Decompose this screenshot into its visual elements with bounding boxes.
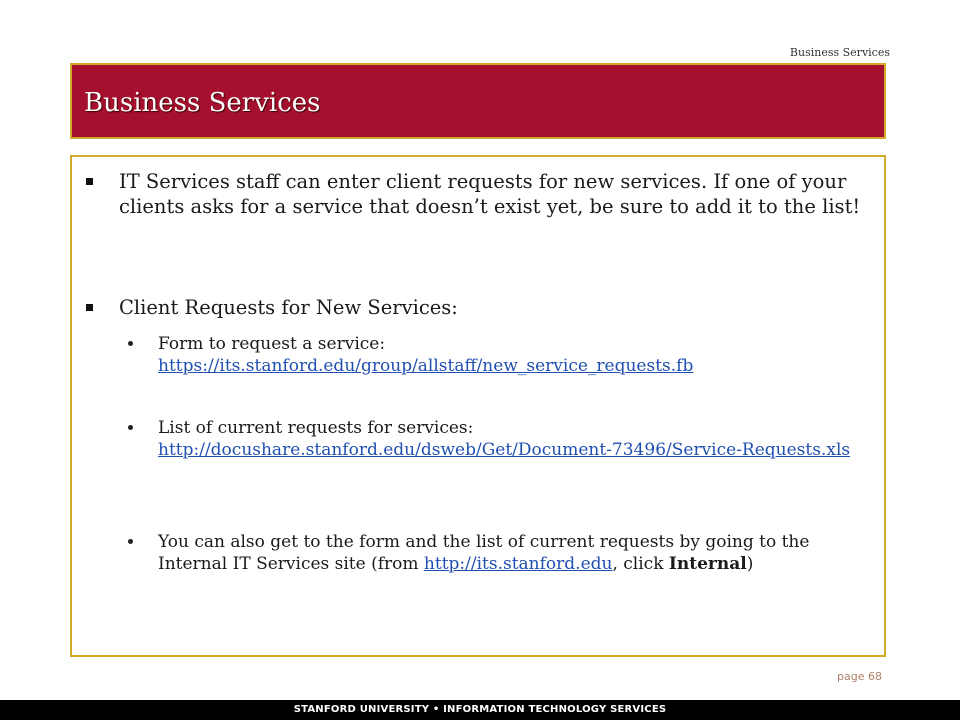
bullet-text: IT Services staff can enter client requests for new services. If one of your clients asks for a service that doesn’t exist yet, be sure to add it to the list!: [119, 170, 861, 218]
square-bullet-icon: [86, 178, 93, 185]
sub-bullet-content: [128, 333, 874, 377]
sub-bullet-text: You can also get to the form and the list of current requests by going to the Internal IT Services site (from: [158, 532, 810, 574]
page-number: page 68: [837, 670, 882, 683]
sub-bullet-text: List of current requests for services:: [158, 418, 474, 438]
header-label: Business Services: [789, 46, 890, 59]
square-bullet-icon: [86, 304, 93, 311]
sub-bullet-text: ): [746, 554, 754, 574]
sub-bullet-text: Form to request a service:: [158, 334, 386, 354]
sub-bullet-item: [128, 417, 874, 461]
footer-text: STANFORD UNIVERSITY • INFORMATION TECHNOLOGY SERVICES: [293, 704, 667, 715]
round-bullet-icon: [128, 425, 133, 430]
content-box: [70, 155, 886, 657]
sub-bullet-item: [128, 333, 874, 377]
sub-bullet-content: [128, 417, 874, 461]
service-request-form-link[interactable]: https://its.stanford.edu/group/allstaff/new_service_requests.fb: [158, 356, 694, 376]
footer-bar: [0, 700, 960, 720]
round-bullet-icon: [128, 539, 133, 544]
bullet-text: Client Requests for New Services:: [119, 296, 458, 319]
internal-emphasis: Internal: [668, 554, 747, 574]
sub-bullet-text: , click: [612, 554, 669, 574]
sub-bullet-content: [128, 531, 874, 575]
sub-bullet-item: [128, 531, 874, 575]
service-requests-list-link[interactable]: http://docushare.stanford.edu/dsweb/Get/Document-73496/Service-Requests.xls: [158, 440, 851, 460]
round-bullet-icon: [128, 341, 133, 346]
title-bar: [70, 63, 886, 139]
bullet-item: [86, 295, 874, 320]
its-site-link[interactable]: http://its.stanford.edu: [423, 554, 613, 574]
slide-title: Business Services: [84, 88, 321, 118]
bullet-item: [86, 169, 874, 219]
